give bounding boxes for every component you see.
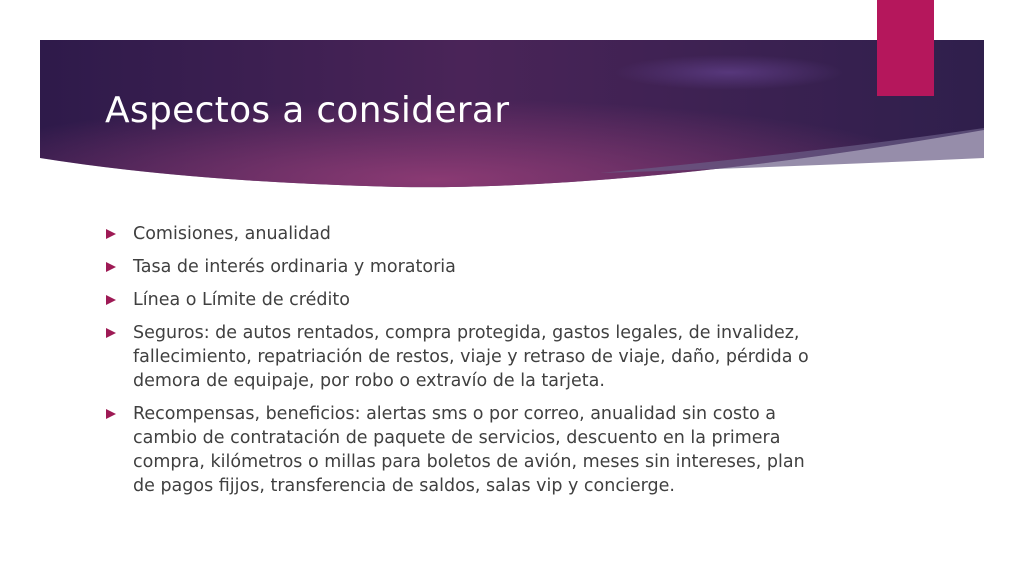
- bullet-text: Recompensas, beneficios: alertas sms o por correo, anualidad sin costo a cambio de contratación de paquete de servicios, descuento en la primera compra, kilómetros o millas para boletos de avión, meses sin intereses, plan de pagos fijjos, transferencia de saldos, salas vip y concierge.: [133, 404, 805, 496]
- triangle-right-icon: [106, 295, 116, 305]
- triangle-right-icon: [106, 328, 116, 338]
- list-item: [100, 222, 820, 246]
- bullet-list: [100, 222, 820, 507]
- bullet-text: Seguros: de autos rentados, compra protegida, gastos legales, de invalidez, fallecimiento, repatriación de restos, viaje y retraso de viaje, daño, pérdida o demora de equipaje, por robo o extravío de la tarjeta.: [133, 323, 809, 391]
- bullet-text: Comisiones, anualidad: [133, 224, 331, 244]
- triangle-right-icon: [106, 262, 116, 272]
- triangle-right-icon: [106, 409, 116, 419]
- accent-tab: [877, 0, 934, 96]
- list-item: [100, 288, 820, 312]
- bullet-text: Línea o Límite de crédito: [133, 290, 350, 310]
- triangle-right-icon: [106, 229, 116, 239]
- list-item: [100, 402, 820, 498]
- list-item: [100, 321, 820, 393]
- list-item: [100, 255, 820, 279]
- bullet-text: Tasa de interés ordinaria y moratoria: [133, 257, 456, 277]
- slide-title: Aspectos a considerar: [105, 90, 510, 131]
